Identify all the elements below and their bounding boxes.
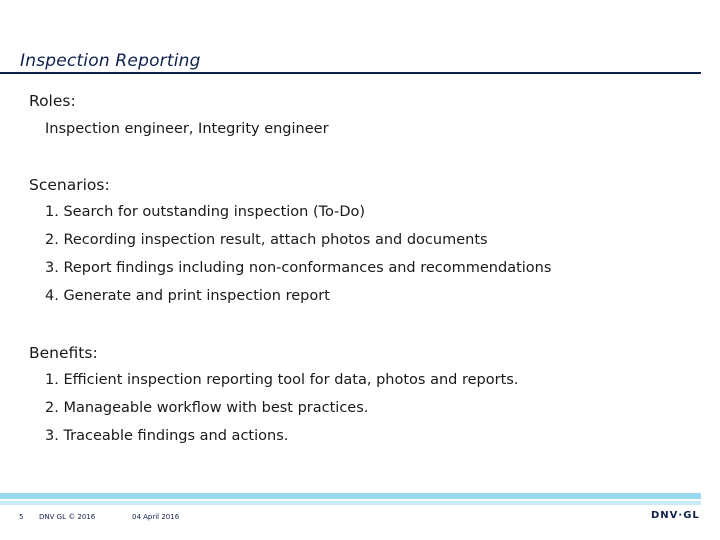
footer-band <box>0 493 701 499</box>
benefits-heading: Benefits: <box>29 344 98 362</box>
scenarios-heading: Scenarios: <box>29 176 110 194</box>
slide-title: Inspection Reporting <box>20 51 201 71</box>
footer-band-light <box>0 501 701 505</box>
scenario-item-2: 2. Recording inspection result, attach photos and documents <box>45 232 488 248</box>
roles-item: Inspection engineer, Integrity engineer <box>45 121 329 137</box>
scenario-item-4: 4. Generate and print inspection report <box>45 288 330 304</box>
title-divider <box>0 72 701 74</box>
dnv-gl-logo: DNV·GL <box>651 510 700 521</box>
roles-heading: Roles: <box>29 92 76 110</box>
footer-copyright: DNV GL © 2016 <box>39 513 96 521</box>
benefit-item-3: 3. Traceable findings and actions. <box>45 428 289 444</box>
scenario-item-3: 3. Report findings including non-conformances and recommendations <box>45 260 552 276</box>
benefit-item-2: 2. Manageable workflow with best practices. <box>45 400 369 416</box>
benefit-item-1: 1. Efficient inspection reporting tool for data, photos and reports. <box>45 372 519 388</box>
scenario-item-1: 1. Search for outstanding inspection (To-Do) <box>45 204 366 220</box>
page-number: 5 <box>19 513 24 521</box>
footer-date: 04 April 2016 <box>132 513 180 521</box>
